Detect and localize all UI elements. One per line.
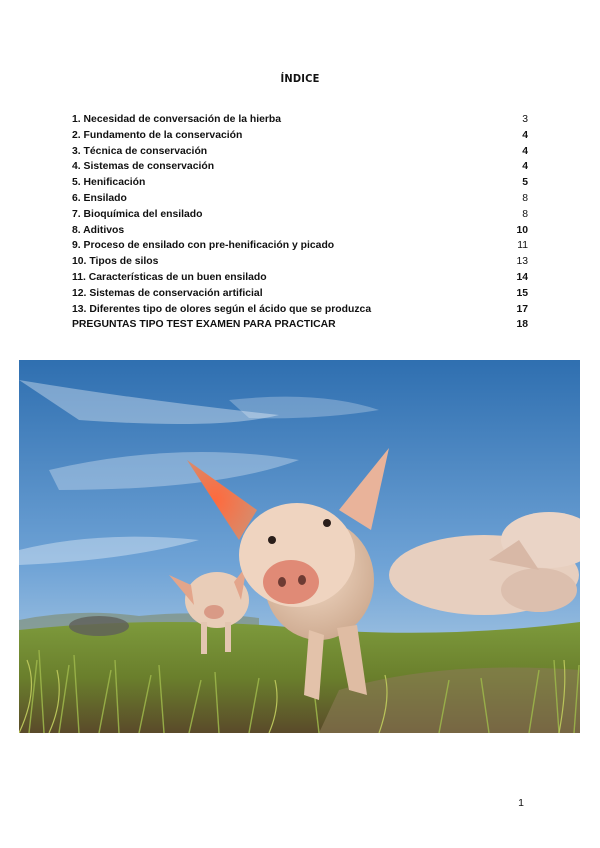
toc-entry[interactable] bbox=[72, 128, 528, 144]
toc-entry-label: 12. Sistemas de conservación artificial bbox=[72, 287, 263, 299]
toc-entry-page: 3 bbox=[522, 114, 528, 125]
toc-entry-page: 4 bbox=[522, 145, 528, 157]
toc-entry[interactable] bbox=[72, 238, 528, 254]
toc-entry-label: 9. Proceso de ensilado con pre-henificación y picado bbox=[72, 240, 335, 252]
toc-entry-page: 10 bbox=[516, 224, 528, 236]
toc-entry-page: 5 bbox=[522, 177, 528, 189]
toc-entry-label: 13. Diferentes tipo de olores según el ácido que se produzca bbox=[72, 303, 372, 315]
toc-entry-label: 1. Necesidad de conversación de la hierba bbox=[72, 114, 282, 125]
toc-entry-page: 17 bbox=[516, 303, 528, 315]
toc-entry-page: 15 bbox=[516, 287, 528, 299]
toc-entry-label: 2. Fundamento de la conservación bbox=[72, 129, 243, 141]
index-title: ÍNDICE bbox=[280, 72, 320, 85]
toc-entry[interactable] bbox=[72, 175, 528, 191]
toc-entry-page: 4 bbox=[522, 161, 528, 173]
toc-entry[interactable] bbox=[72, 254, 528, 270]
toc-entry-label: 11. Características de un buen ensilado bbox=[72, 271, 267, 283]
toc-entry-label: 5. Henificación bbox=[72, 177, 146, 189]
toc-entry-page: 8 bbox=[522, 192, 528, 204]
toc-entry-label: 6. Ensilado bbox=[72, 192, 127, 204]
toc-entry[interactable] bbox=[72, 191, 528, 207]
toc-entry-label: 7. Bioquímica del ensilado bbox=[72, 208, 203, 220]
toc-entry[interactable] bbox=[72, 270, 528, 286]
page-number: 1 bbox=[518, 797, 524, 809]
toc-entry[interactable] bbox=[72, 223, 528, 239]
toc-entry-page: 14 bbox=[516, 271, 528, 283]
toc-entry[interactable] bbox=[72, 159, 528, 175]
toc-entry-page: 11 bbox=[517, 240, 528, 252]
toc-entry-label: PREGUNTAS TIPO TEST EXAMEN PARA PRACTICAR bbox=[72, 319, 336, 331]
toc-entry-page: 13 bbox=[516, 256, 528, 268]
toc-entry-page: 18 bbox=[516, 319, 528, 331]
toc-entry-label: 8. Aditivos bbox=[72, 224, 125, 236]
piglets-photo bbox=[19, 360, 580, 733]
toc-entry[interactable] bbox=[72, 112, 528, 128]
toc-entry-page: 8 bbox=[522, 208, 528, 220]
toc-entry-label: 10. Tipos de silos bbox=[72, 256, 159, 268]
toc-entry[interactable] bbox=[72, 286, 528, 302]
toc-entry[interactable] bbox=[72, 317, 528, 333]
toc-entry[interactable] bbox=[72, 207, 528, 223]
toc-entry[interactable] bbox=[72, 144, 528, 160]
toc-entry-label: 3. Técnica de conservación bbox=[72, 145, 208, 157]
table-of-contents bbox=[72, 112, 528, 333]
toc-entry-page: 4 bbox=[522, 129, 528, 141]
toc-entry-label: 4. Sistemas de conservación bbox=[72, 161, 215, 173]
toc-entry[interactable] bbox=[72, 302, 528, 318]
